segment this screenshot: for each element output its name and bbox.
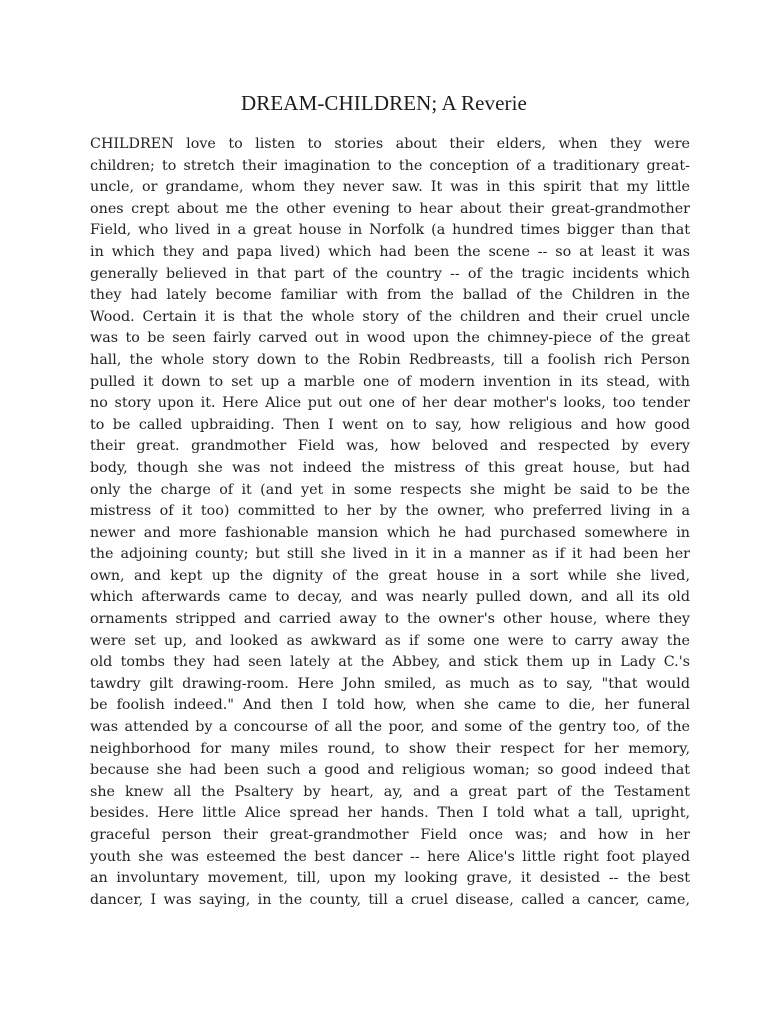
body-line: mistress of it too) committed to her by the owner, who preferred living in a (90, 503, 690, 520)
body-line: own, and kept up the dignity of the great house in a sort while she lived, (90, 567, 690, 584)
body-line: be foolish indeed." And then I told how, when she came to die, her funeral (90, 697, 690, 714)
body-line: were set up, and looked as awkward as if some one were to carry away the (90, 632, 690, 649)
body-line: only the charge of it (and yet in some respects she might be said to be the (90, 481, 690, 498)
body-line: graceful person their great-grandmother Field once was; and how in her (90, 827, 690, 843)
body-line: newer and more fashionable mansion which he had purchased somewhere in (90, 524, 690, 541)
body-line: which afterwards came to decay, and was nearly pulled down, and all its old (90, 589, 690, 606)
body-line: ornaments stripped and carried away to the owner's other house, where they (90, 611, 690, 628)
body-line: pulled it down to set up a marble one of modern invention in its stead, with (90, 373, 690, 390)
body-line: tawdry gilt drawing-room. Here John smiled, as much as to say, "that would (90, 675, 690, 692)
document-body (90, 134, 690, 911)
body-line: no story upon it. Here Alice put out one of her dear mother's looks, too tender (90, 395, 690, 412)
body-line: they had lately become familiar with from the ballad of the Children in the (90, 287, 690, 304)
body-line: dancer, I was saying, in the county, till a cruel disease, called a cancer, came, (90, 891, 690, 908)
body-line: neighborhood for many miles round, to show their respect for her memory, (90, 740, 690, 757)
body-line: body, though she was not indeed the mistress of this great house, but had (90, 459, 690, 476)
body-line: youth she was esteemed the best dancer -- here Alice's little right foot played (90, 848, 690, 865)
body-line: CHILDREN love to listen to stories about their elders, when they were (90, 136, 690, 152)
body-line: was to be seen fairly carved out in wood upon the chimney-piece of the great (90, 330, 690, 347)
body-line: ones crept about me the other evening to hear about their great-grandmother (90, 200, 690, 217)
body-line: generally believed in that part of the country -- of the tragic incidents which (90, 265, 690, 282)
document-title: DREAM-CHILDREN; A Reverie (241, 91, 527, 115)
body-line: old tombs they had seen lately at the Abbey, and stick them up in Lady C.'s (90, 654, 690, 671)
body-line: uncle, or grandame, whom they never saw. It was in this spirit that my little (90, 179, 690, 196)
body-line: Field, who lived in a great house in Norfolk (a hundred times bigger than that (90, 222, 690, 239)
body-line: the adjoining county; but still she lived in it in a manner as if it had been her (90, 546, 690, 563)
body-line: was attended by a concourse of all the poor, and some of the gentry too, of the (90, 719, 690, 736)
body-line: Wood. Certain it is that the whole story of the children and their cruel uncle (90, 308, 690, 325)
body-line: hall, the whole story down to the Robin Redbreasts, till a foolish rich Person (90, 351, 690, 368)
body-line: in which they and papa lived) which had been the scene -- so at least it was (90, 243, 690, 260)
body-line: children; to stretch their imagination to the conception of a traditionary great- (90, 157, 690, 174)
body-line: besides. Here little Alice spread her hands. Then I told what a tall, upright, (90, 805, 690, 822)
body-line: to be called upbraiding. Then I went on to say, how religious and how good (90, 416, 690, 433)
body-line: because she had been such a good and religious woman; so good indeed that (90, 762, 690, 779)
body-line: an involuntary movement, till, upon my looking grave, it desisted -- the best (90, 870, 690, 887)
body-line: their great. grandmother Field was, how beloved and respected by every (90, 438, 690, 455)
body-line: she knew all the Psaltery by heart, ay, and a great part of the Testament (90, 783, 690, 800)
